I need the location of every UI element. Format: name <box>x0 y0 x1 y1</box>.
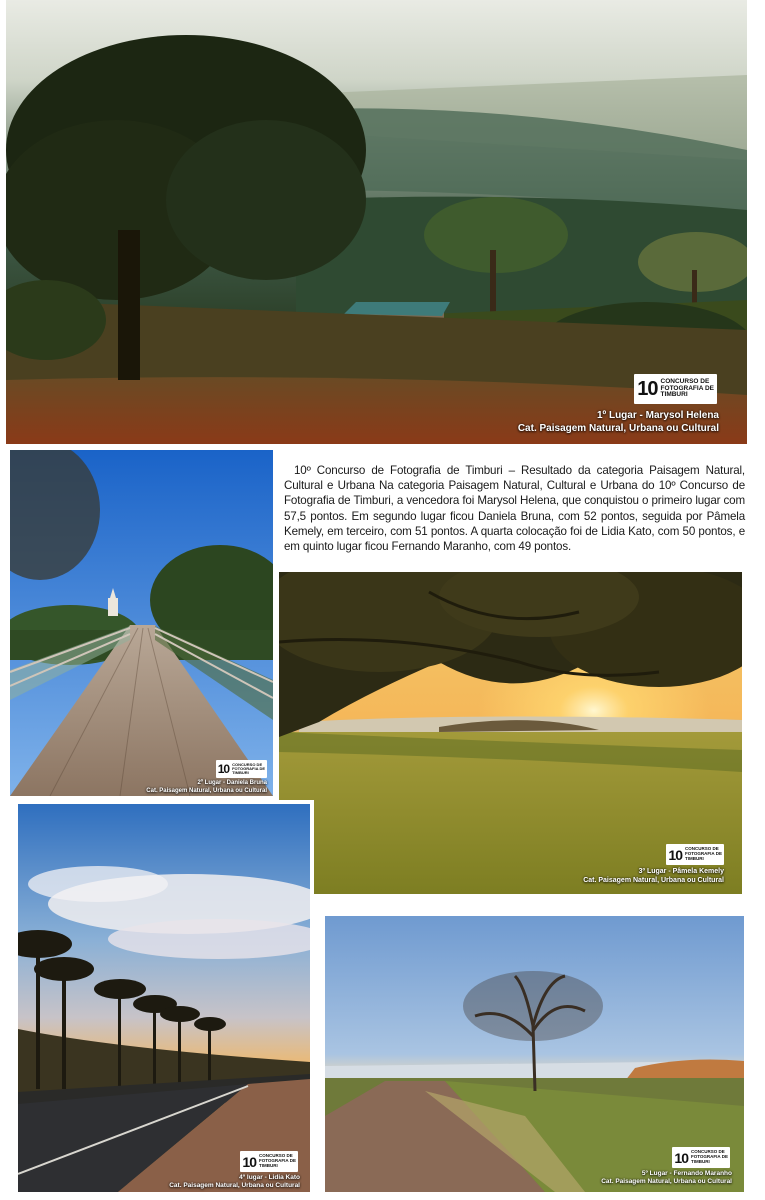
caption-place: 2º Lugar - Daniela Bruna <box>197 780 267 786</box>
photo-caption <box>146 780 267 795</box>
photo-caption <box>169 1174 300 1190</box>
caption-category: Cat. Paisagem Natural, Urbana ou Cultural <box>517 422 719 434</box>
badge-text: CONCURSO DE FOTOGRAFIA DE TIMBURI <box>660 377 714 399</box>
caption-place: 4º lugar - Lidia Kato <box>239 1174 300 1181</box>
article-text <box>284 463 745 554</box>
badge-text: CONCURSO DE FOTOGRAFIA DE TIMBURI <box>691 1149 728 1164</box>
palm-road-sunset-image <box>18 804 310 1192</box>
photo-caption <box>518 410 719 435</box>
badge-number: 10 <box>217 762 230 776</box>
photo-second-place <box>10 450 273 796</box>
badge-number: 10 <box>674 1149 688 1166</box>
badge-number: 10 <box>242 1153 256 1170</box>
caption-category: Cat. Paisagem Natural, Urbana ou Cultural <box>146 787 267 794</box>
badge-text: CONCURSO DE FOTOGRAFIA DE TIMBURI <box>259 1153 296 1168</box>
article-paragraph: 10º Concurso de Fotografia de Timburi – Resultado da categoria Paisagem Natural, Cultural e Urbana Na categoria Paisagem Natural, Cultural e Urbana do 10º Concurso de Fotografia de Timburi, a vencedora foi Marysol Helena, que conquistou o primeiro lugar com 57,5 pontos. Em segundo lugar ficou Daniela Bruna, com 52 pontos, seguida por Pâmela Kemely, em terceiro, com 51 pontos. A quarta colocação foi de Lidia Kato, com 50 pontos, e em quinto lugar ficou Fernando Maranho, com 49 pontos. <box>284 464 745 554</box>
contest-logo-badge <box>216 760 267 778</box>
contest-logo-badge <box>634 374 717 404</box>
badge-number: 10 <box>637 378 658 400</box>
photo-first-place <box>6 0 747 444</box>
badge-text: CONCURSO DE FOTOGRAFIA DE TIMBURI <box>232 761 265 776</box>
caption-place: 1º Lugar - Marysol Helena <box>596 410 719 421</box>
badge-text: CONCURSO DE FOTOGRAFIA DE TIMBURI <box>685 846 722 861</box>
photo-fourth-place <box>18 804 310 1192</box>
contest-logo-badge <box>240 1151 298 1172</box>
photo-caption <box>583 868 724 886</box>
caption-category: Cat. Paisagem Natural, Urbana ou Cultural <box>601 1178 732 1186</box>
photo-caption <box>601 1170 732 1186</box>
cobblestone-path-image <box>10 450 273 796</box>
caption-place: 3º Lugar - Pâmela Kemely <box>638 868 724 875</box>
caption-category: Cat. Paisagem Natural, Urbana ou Cultural <box>583 876 724 884</box>
caption-place: 5º Lugar - Fernando Maranho <box>641 1170 732 1177</box>
photo-fifth-place <box>325 916 744 1192</box>
contest-logo-badge <box>666 844 724 865</box>
contest-logo-badge <box>672 1147 730 1168</box>
caption-category: Cat. Paisagem Natural, Urbana ou Cultural <box>169 1182 300 1190</box>
photo-third-place <box>279 572 742 894</box>
badge-number: 10 <box>668 846 682 863</box>
